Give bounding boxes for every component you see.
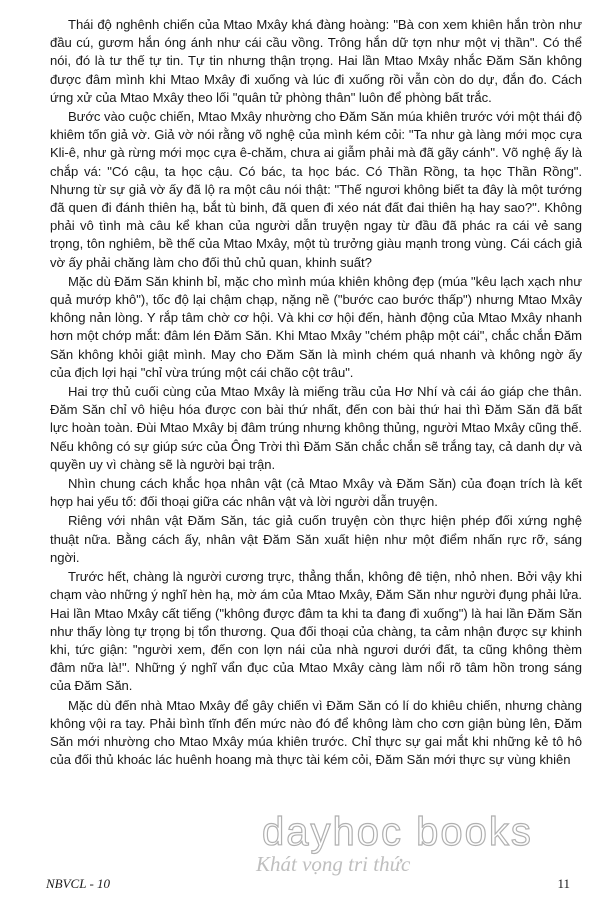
paragraph: Bước vào cuộc chiến, Mtao Mxây nhường cho Đăm Săn múa khiên trước với một thái độ khiêm tốn giả vờ. Giả vờ nói rằng võ nghệ của mình kém cỏi: "Ta như gà làng mới mọc cựa Kli-ê, như gà rừng mới mọc cựa ê-chăm, chưa ai giẫm phải mà đã gãy cánh". Võ nghệ ấy là chắp vá: "Có cậu, ta học cậu. Có bác, ta học bác. Có Thần Rồng, ta học Thần Rồng". Nhưng từ sự giả vờ ấy đã lộ ra một câu nói thật: "Thế ngươi không biết ta đây là một tướng đã quen đi đánh thiên hạ, bắt tù binh, đã quen đi xéo nát đất đai thiên hạ hay sao?". Không phải vô tình mà câu kể khan của người dẫn truyện ngay từ đầu đã phác ra cái vẻ sang trọng, tôn nghiêm, bề thế của Mtao Mxây, một tù trưởng giàu mạnh trong vùng. Cái cách giả vờ ấy phải chăng làm cho đối thủ chủ quan, khinh suất? bbox=[50, 109, 582, 270]
page-body bbox=[50, 16, 582, 770]
paragraph: Trước hết, chàng là người cương trực, thẳng thắn, không đê tiện, nhỏ nhen. Bởi vậy khi chạm vào những ý nghĩ hèn hạ, mờ ám của Mtao Mxây, Đăm Săn như người đụng phải lửa. Hai lần Mtao Mxây cất tiếng ("không được đâm ta khi ta đang đi xuống") là hai lần Đăm Săn như thấy lòng tự trọng bị tổn thương. Qua đối thoại của chàng, ta cảm nhận được sự khinh khi, tức giận: "người xem, đến con lợn nái của nhà ngươi dưới đất, ta cũng không thèm đâm nữa là!". Những ý nghĩ vẩn đục của Mtao Mxây càng làm nổi rõ tâm hồn trong sáng của Đăm Săn. bbox=[50, 569, 582, 694]
page-footer bbox=[46, 876, 570, 892]
page-number: 11 bbox=[557, 876, 570, 891]
paragraph: Thái độ nghênh chiến của Mtao Mxây khá đàng hoàng: "Bà con xem khiên hắn tròn như đầu cú, gươm hắn óng ánh như cái cầu vồng. Trông hắn dữ tợn như một vị thần". Có thể nói, đó là tư thế tự tin. Tự tin nhưng thận trọng. Hai lần Mtao Mxây nhắc Đăm Săn không được đâm mình khi Mtao Mxây đi xuống và lúc đi xuống rồi vẫn còn do dự, đắn đo. Cách ứng xử của Mtao Mxây theo lối "quân tử phòng thân" luôn để phòng bất trắc. bbox=[50, 17, 582, 105]
watermark bbox=[256, 810, 572, 876]
paragraph: Hai trợ thủ cuối cùng của Mtao Mxây là miếng trầu của Hơ Nhí và cái áo giáp che thân. Đăm Săn chỉ vô hiệu hóa được con bài thứ nhất, đến con bài thứ hai thì Đăm Săn đã bất lực hoàn toàn. Đùi Mtao Mxây bị đâm trúng nhưng không thủng, người Mtao Mxây cũng thế. Nếu không có sự giúp sức của Ông Trời thì Đăm Săn chắc chắn sẽ trắng tay, cả danh dự và quyền uy vì chàng sẽ là người bại trận. bbox=[50, 384, 582, 472]
paragraph: Nhìn chung cách khắc họa nhân vật (cả Mtao Mxây và Đăm Săn) của đoạn trích là kết hợp hai yếu tố: đối thoại giữa các nhân vật và lời người dẫn truyện. bbox=[50, 476, 582, 510]
watermark-slogan: Khát vọng tri thức bbox=[256, 852, 411, 876]
paragraph: Mặc dù Đăm Săn khinh bỉ, mặc cho mình múa khiên không đẹp (múa "kêu lạch xạch như quả mướp khô"), tốc độ lại chậm chạp, nặng nề ("bước cao bước thấp") nhưng Mtao Mxây không nản lòng. Y rắp tâm chờ cơ hội. Và khi cơ hội đến, hành động của Mtao Mxây nhanh hơn một chớp mắt: đâm lén Đăm Săn. Khi Mtao Mxây "chém phập một cái", chắc chắn Đăm Săn không khỏi giật mình. May cho Đăm Săn là mình chém quá nhanh và không ngờ ấy của địch lợi hại "chỉ vừa trúng một cái chão cột trâu". bbox=[50, 273, 582, 380]
book-code: NBVCL - 10 bbox=[46, 876, 111, 891]
watermark-brand: dayhoc books bbox=[262, 810, 533, 854]
paragraph: Riêng với nhân vật Đăm Săn, tác giả cuốn truyện còn thực hiện phép đối xứng nghệ thuật nữa. Bằng cách ấy, nhân vật Đăm Săn xuất hiện như một điểm nhấn rực rỡ, sáng ngời. bbox=[50, 513, 582, 565]
paragraph: Mặc dù đến nhà Mtao Mxây để gây chiến vì Đăm Săn có lí do khiêu chiến, nhưng chàng không vội ra tay. Phải bình tĩnh đến mức nào đó để không làm cho cơn giận bùng lên, Đăm Săn mới nhường cho Mtao Mxây múa khiên trước. Chỉ thực sự gai mắt khi những kẻ tô hô của đối thủ khoác lác huênh hoang mà thực tài kém cỏi, Đăm Săn mới thực sự vùng khiên bbox=[50, 697, 582, 768]
